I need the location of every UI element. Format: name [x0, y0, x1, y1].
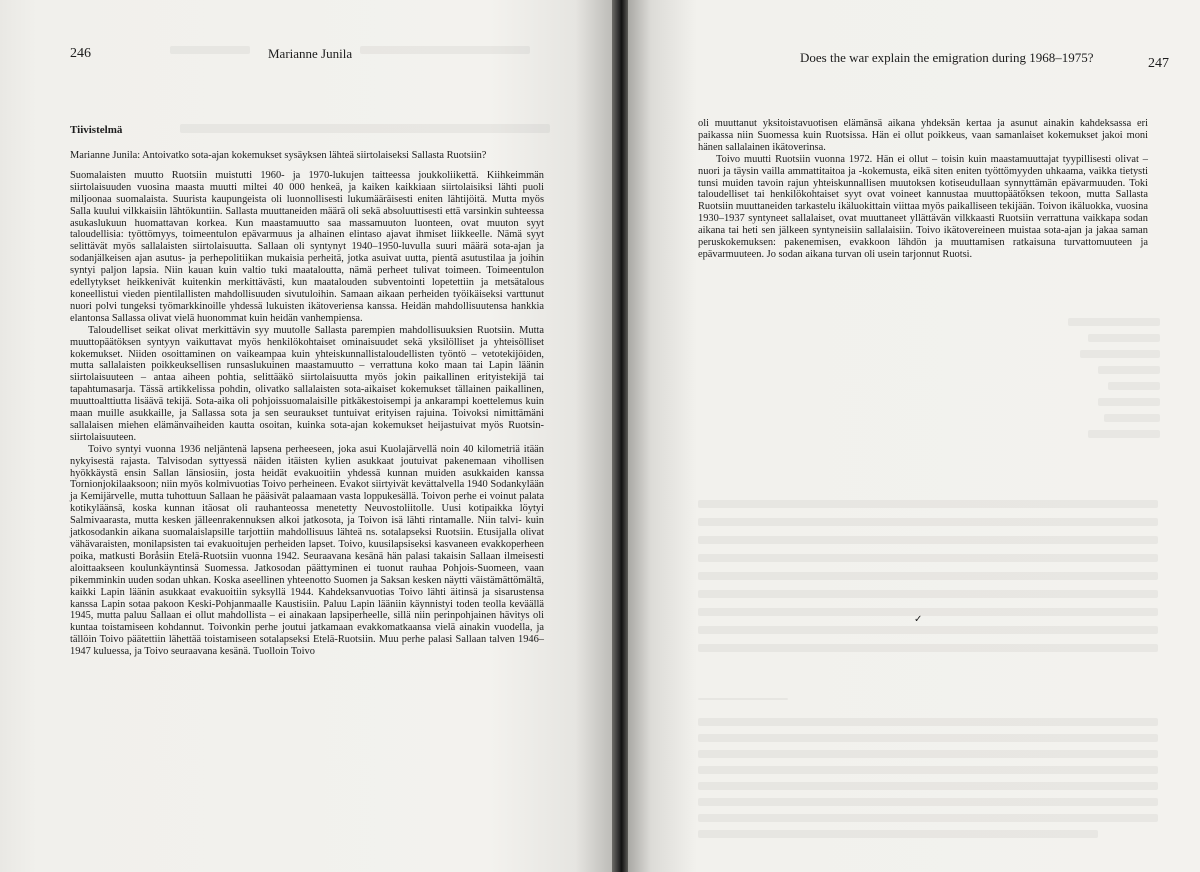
body-text-right [698, 118, 1148, 261]
show-through [698, 554, 1158, 562]
show-through [1068, 318, 1160, 326]
paragraph: Taloudelliset seikat olivat merkittävin syy muutolle Sallasta parempien mahdollisuuksien Ruotsiin. Mutta muuttopäätöksen syntyyn vaikuttavat myös henkilökohtaiset ominaisuudet sekä yksilölliset ja yhteisölliset kokemukset. Niiden osoittaminen on vaikeampaa kuin yhteiskunnallistaloudellisten työntö – vetotekijöiden, mutta sallalaisten poikkeuksellisen runsaslukuinen maastamuutto – verrattuna koko maan tai Lapin läänin siirtolaisuuteen – antaa aiheen pohtia, selittääkö siirtolaisuutta myös jokin paikallinen erityistekijä tai tapahtumasarja. Tässä artikkelissa pohdin, olivatko sallalaisten sota-aikaiset kokemukset tällainen paikallinen, muuttoalttiutta lisäävä tekijä. Sota-aika oli pohjoissuomalaisille pitkäkestoisempi ja ankarampi koettelemus kuin maan muille asukkaille, ja Sallassa sota ja sen seuraukset tuntuivat erityisen rajuina. Toivoksi nimittämäni sallalaisen miehen elämänvaiheiden kautta osoitan, kuinka sota-ajan kokemukset heijastuivat myös Ruotsin-siirtolaisuuteen. [70, 324, 544, 443]
paragraph: Toivo muutti Ruotsiin vuonna 1972. Hän ei ollut – toisin kuin maastamuuttajat tyypillisesti olivat – nuori ja täysin vailla ammattitaitoa ja -kokemusta, eikä siten eniten työttömyyden uhkaama, vaikka tietysti tunsi muiden tavoin rajun yhteiskunnallisen muutoksen kotiseudullaan synnyttämän epävarmuuden. Toki taloudelliset tai henkilökohtaiset syyt ovat voineet kannustaa muuttopäätöksen tekoon, mutta Sallasta Ruotsiin muuttaneiden tarkastelu ikäluokittain viittaa myös paikalliseen tekijään. Toivon ikäluokka, vuosina 1930–1937 syntyneet sallalaiset, ovat muuttaneet yllättävän vilkkaasti Ruotsiin verrattuna vaikkapa sodan aikana tai heti sen jälkeen syntyneisiin sallalaisiin. Toivo ikätovereineen muistaa sota-ajan ja jakaa saman peruskokemuksen: pakenemisen, evakkoon lähdön ja muuttamisen ratkaisuna turvattomuuteen ja epävarmuuteen. Jo sodan aikana turvan oli usein tarjonnut Ruotsi. [698, 153, 1148, 260]
show-through [698, 644, 1158, 652]
show-through [698, 518, 1158, 526]
running-head-right: Does the war explain the emigration during 1968–1975? [800, 50, 1094, 65]
show-through [1108, 382, 1160, 390]
paragraph: Suomalaisten muutto Ruotsiin muistutti 1960- ja 1970-lukujen taitteessa joukkoliikettä. Kiihkeimmän siirtolaisuuden vuosina maasta muutti miltei 40 000 henkeä, ja kaiken kaikkiaan siirtolaisiksi lähti puoli miljoonaa suomalaista. Suurista kaupungeista oli luonnollisesti lukumääräisesti eniten lähtijöitä. Mutta myös Salla kuului vilkkaisiin lähtökuntiin. Sallasta muuttaneiden määrä oli sekä absoluuttisesti että varsinkin suhteessa asukaslukuun huomattavan korkea. Kun maastamuutto saa massamuuton luonteen, ovat muuton syyt taloudellisia: työttömyys, toimeentulon epävarmuus ja alhainen elintaso ajavat ihmiset liikkeelle. Nämä syyt selittävät myös sallalaisten siirtolaisuutta. Sallaan oli syntynyt 1940–1950-luvulla suuri määrä sota-ajan ja sodanjälkeisen ajan asutus- ja perhepolitiikan mukaisia perheitä, jotka asuivat uutta, pientä asutustilaa ja joihin syntyi paljon lapsia. Niin kauan kuin valtio tuki maataloutta, nämä perheet tulivat toimeen. Toimeentulon edellytykset heikkenivät kuitenkin merkittävästi, kun maatalouden subventointi lopetettiin ja metsätalous koneellistui vieden pientilallisten mahdollisuuden sivutuloihin. Samaan aikaan perheiden työikäiseksi varttunut nuori polvi tungeksi työmarkkinoille yhdessä lukuisten ikätoveriensa kanssa. Heidän mahdollisuutensa hankkia elantonsa Sallassa olivat vielä huonommat kuin heidän vanhempiensa. [70, 169, 544, 324]
show-through [698, 608, 1158, 616]
show-through [698, 766, 1158, 774]
paragraph: oli muuttanut yksitoistavuotisen elämänsä aikana yhdeksän kertaa ja asunut ainakin kahdeksassa eri paikassa niin Suomessa kuin Ruotsissa. Hän ei ollut poikkeus, vaan samanlaiset kokemukset jakoi moni hänen sallalainen ikätoverinsa. [698, 118, 1148, 153]
paragraph: Marianne Junila: Antoivatko sota-ajan kokemukset sysäyksen lähteä siirtolaiseksi Sallasta Ruotsiin? [70, 150, 487, 161]
pen-mark: ✓ [914, 614, 923, 625]
show-through [170, 46, 250, 54]
show-through [698, 626, 1158, 634]
show-through [698, 698, 788, 700]
page-number-right: 247 [1148, 56, 1169, 71]
show-through [1080, 350, 1160, 358]
show-through [1098, 398, 1160, 406]
page-number-left: 246 [70, 46, 91, 61]
show-through [698, 798, 1158, 806]
paragraph: Toivo syntyi vuonna 1936 neljäntenä lapsena perheeseen, joka asui Kuolajärvellä noin 40 kilometriä itään nykyisestä rajasta. Talvisodan syttyessä näiden itäisten kylien asukkaat joutuivat pakenemaan vihollisen hyökkäystä ensin Sallan länsiosiin, josta heidät evakuoitiin yhdessä kunnan muiden asukkaiden kanssa Tornionjokilaaksoon; niin myös kolmivuotias Toivo perheineen. Evakot siirtyivät kevättalvella 1940 Sodankylään ja Kemijärvelle, mutta tuhottuun Sallaan he pääsivät palaamaan vasta loppukesällä. Toivon perhe ei voinut palata kotikyläänsä, koska kunnan itäosat oli rauhanteossa menetetty Neuvostoliitolle. Uusi kotipaikka löytyi Salmivaarasta, mutta kesken jälleenrakennuksen alkoi jatkosota, ja Toivon isä lähti rintamalle. Niin talvi- kuin jatkosodankin aikana suomalaislapsille tarjottiin mahdollisuus lähteä ns. sotalapseksi Ruotsiin. Etusijalla olivat vähävaraisten, monilapsisten tai evakuoitujen perheiden lapset. Toivo, kuusilapsiseksi kasvaneen evakkoperheen poika, matkusti Boråsiin Etelä-Ruotsiin vuonna 1942. Seuraavana kesänä hän palasi takaisin Sallaan ilmeisesti aloittaakseen koulunkäyntinsä Suomessa. Jatkosodan päättyminen ei tuonut rauhaa Pohjois-Suomeen, vaan pikemminkin uuden sodan uhkan. Koska aseellinen yhteenotto Suomen ja Saksan kesken näytti väistämättömältä, kaikki Lapin läänin asukkaat evakuoitiin syksyllä 1944. Kahdeksanvuotias Toivo lähti äitinsä ja sisarustensa kanssa Lapin sotaa pakoon Keski-Pohjanmaalle Kaustisiin. Paluu Lapin lääniin käynnistyi toden teolla keväällä 1945, mutta paluu Sallaan ei ollut mahdollista – ei ainakaan lapsiperheelle, sillä niin perinpohjainen hävitys oli kuntaa toistamiseen kohdannut. Toivonkin perhe joutui jatkamaan evakkomatkaansa vielä ainakin vuodella, ja tällöin Toivo päätettiin lähettää toistamiseen sotalapseksi Etelä-Ruotsiin. Muu perhe palasi Sallaan talven 1946–1947 kuluessa, ja Toivo seuraavana kesänä. Tuolloin Toivo [70, 443, 544, 658]
show-through [698, 782, 1158, 790]
show-through [180, 124, 550, 133]
show-through [1088, 334, 1160, 342]
show-through [698, 500, 1158, 508]
section-heading: Tiivistelmä [70, 124, 123, 136]
show-through [1088, 430, 1160, 438]
show-through [698, 734, 1158, 742]
running-head-left: Marianne Junila [268, 46, 353, 61]
body-text-left [70, 150, 544, 658]
right-page [628, 0, 1200, 872]
show-through [698, 814, 1158, 822]
show-through [698, 572, 1158, 580]
show-through [698, 536, 1158, 544]
show-through [1098, 366, 1160, 374]
show-through [360, 46, 530, 54]
show-through [698, 590, 1158, 598]
show-through [698, 830, 1098, 838]
show-through [1104, 414, 1160, 422]
book-gutter [612, 0, 628, 872]
show-through [698, 718, 1158, 726]
show-through [698, 750, 1158, 758]
